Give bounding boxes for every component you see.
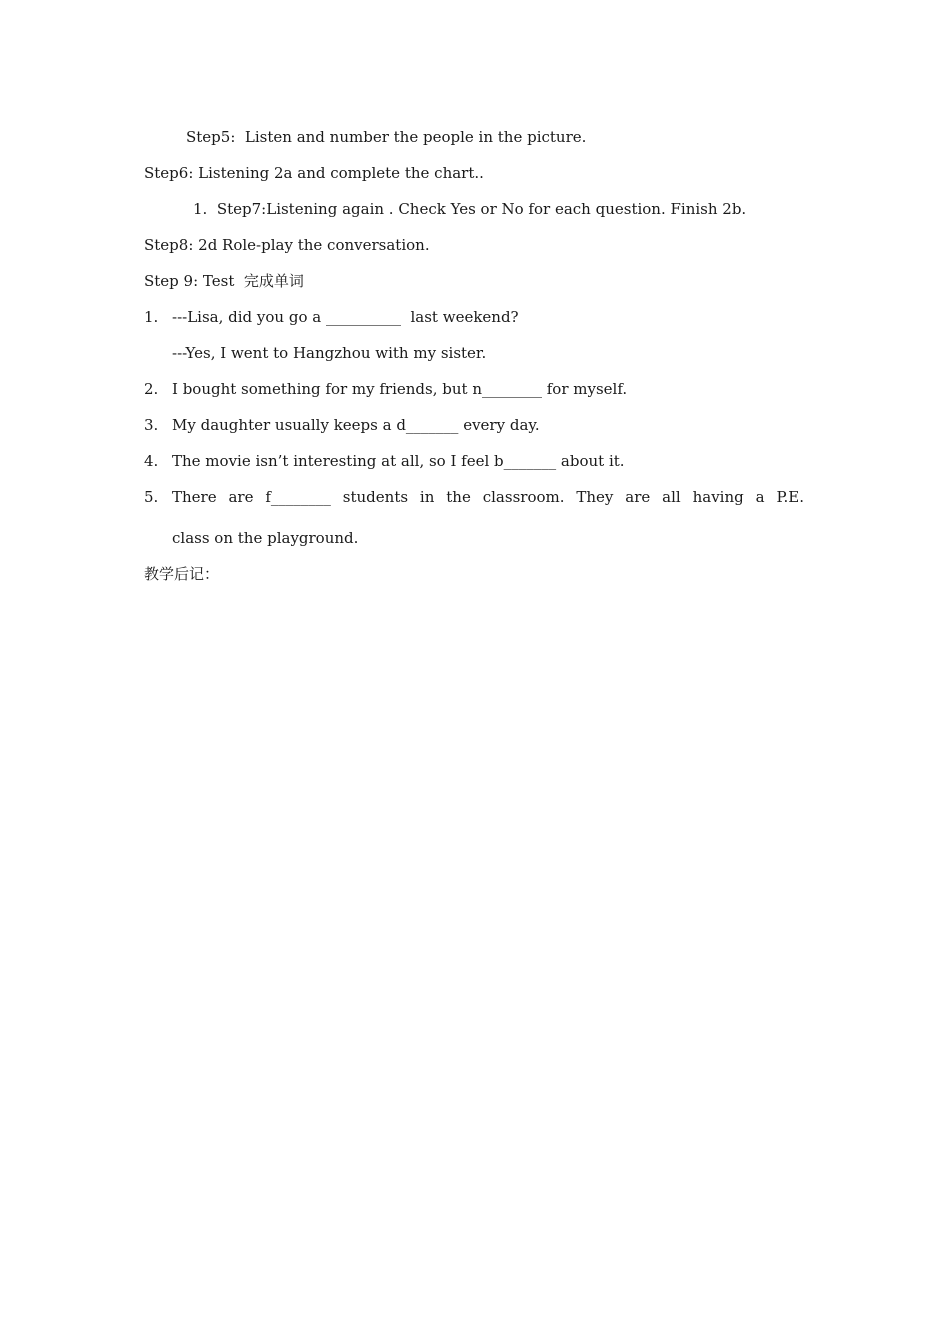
question-number: 2. <box>144 380 159 398</box>
question-text: The movie isn’t interesting at all, so I feel b_______ about it. <box>172 452 625 470</box>
question-number: 3. <box>144 416 159 434</box>
question-number: 1. <box>144 308 159 326</box>
step9-heading: Step 9: Test 完成单词 <box>144 272 304 290</box>
question-text: I bought something for my friends, but n________ for myself. <box>172 380 628 398</box>
question-number: 4. <box>144 452 159 470</box>
teaching-notes-label: 教学后记： <box>144 565 220 583</box>
question-continuation: class on the playground. <box>172 529 359 547</box>
step5-instruction: Step5: Listen and number the people in the picture. <box>186 128 587 146</box>
question-number: 5. <box>144 488 159 506</box>
step7-instruction: 1. Step7:Listening again . Check Yes or No for each question. Finish 2b. <box>193 200 747 218</box>
question-text: ---Lisa, did you go a __________ last weekend? <box>172 308 519 326</box>
step6-instruction: Step6: Listening 2a and complete the chart.. <box>144 164 484 182</box>
question-continuation: ---Yes, I went to Hangzhou with my sister. <box>172 344 487 362</box>
step8-instruction: Step8: 2d Role-play the conversation. <box>144 236 430 254</box>
question-text: There are f________ students in the classroom. They are all having a P.E. <box>172 488 804 506</box>
question-text: My daughter usually keeps a d_______ every day. <box>172 416 540 434</box>
